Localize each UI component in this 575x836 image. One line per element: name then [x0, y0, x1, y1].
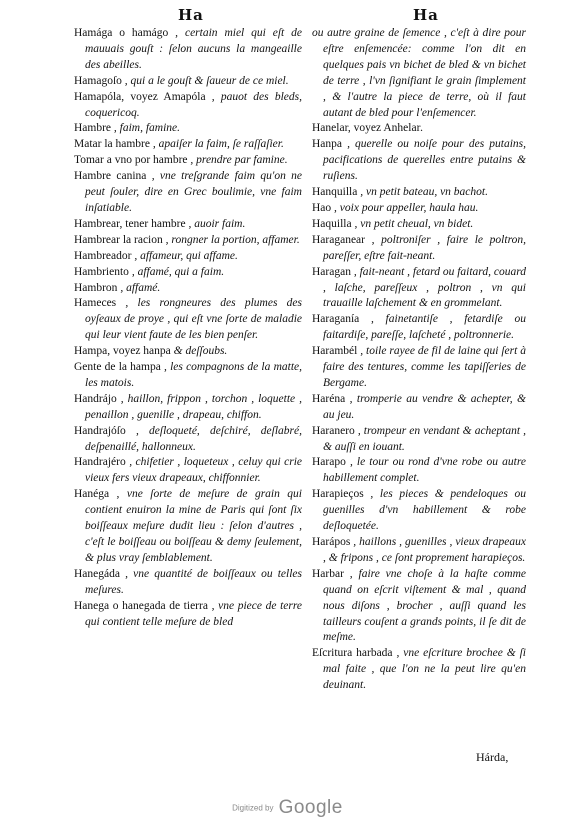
- dictionary-entry: [312, 535, 526, 567]
- entry-definition: , affamé.: [117, 281, 161, 294]
- digitized-by-label: Digitized by: [232, 803, 274, 813]
- dictionary-entry: [74, 265, 302, 281]
- dictionary-entry: [74, 169, 302, 217]
- entry-definition: , vn petit bateau, vn bachot.: [357, 186, 488, 199]
- dictionary-entry: [74, 233, 302, 249]
- dictionary-entry: [74, 599, 302, 631]
- entry-definition: , fait-neant , fetard ou faitard, couard , laſche, pareſſeux , poltron , vn qui trauaille laſchement & en grommelant.: [323, 265, 526, 310]
- dictionary-entry: [74, 121, 302, 137]
- entry-headword: Hambre: [74, 122, 112, 135]
- entry-definition: , fainetantiſe , fetardiſe ou faitardiſe, pareſſe, laſcheté , poltronnerie.: [323, 313, 526, 342]
- entry-headword: Haranero: [312, 424, 355, 437]
- entry-headword: Hambron: [74, 281, 118, 294]
- running-head-right: Ha: [413, 6, 439, 24]
- entry-headword: Hanegáda: [74, 567, 120, 580]
- entry-headword: Handrajéro: [74, 456, 126, 469]
- entry-headword: Harbar: [312, 567, 344, 580]
- dictionary-entry: [74, 74, 302, 90]
- entry-definition: , vn petit cheual, vn bidet.: [351, 217, 474, 230]
- dictionary-entry: [312, 487, 526, 535]
- entry-definition: , trompeur en vendant & acheptant , & auſſi en iouant.: [323, 424, 526, 453]
- entry-headword: Eſcritura harbada: [312, 647, 393, 660]
- dictionary-entry: [312, 217, 526, 233]
- entry-definition: , voix pour appeller, haula hau.: [331, 201, 479, 214]
- entry-headword: Haragan: [312, 265, 351, 278]
- entry-headword: Gente de la hampa: [74, 361, 161, 374]
- dictionary-entry: [74, 296, 302, 344]
- entry-headword: Hampa, voyez hanpa: [74, 345, 171, 358]
- entry-headword: Hao: [312, 201, 332, 214]
- entry-definition: , pauot des bleds, coquericoq.: [85, 90, 302, 119]
- dictionary-entry: [74, 392, 302, 424]
- entry-definition: .: [420, 122, 424, 135]
- entry-definition: , les rongneures des plumes des oyſeaux de proye , qui eſt vne ſorte de maladie qui leur vient faute de les bien penſer.: [85, 297, 302, 342]
- dictionary-entry: [312, 344, 526, 392]
- entry-definition: , prendre par famine.: [187, 154, 288, 167]
- entry-definition: , les pieces & pendeloques ou guenilles d'vn habillement & robe deſloquetée.: [323, 488, 526, 533]
- entry-headword: Hanquilla: [312, 186, 358, 199]
- entry-headword: Hamága o hamágo: [74, 27, 169, 39]
- entry-headword: Hambreador: [74, 249, 132, 262]
- entry-definition: , vne quantité de boiſſeaux ou telles meſures.: [85, 567, 302, 596]
- entry-definition: , toile rayee de fil de laine qui ſert à faire des tentures, comme les tapiſſeries de Bergame.: [323, 345, 526, 389]
- entry-definition: , auoir faim.: [185, 217, 246, 230]
- entry-definition: , tromperie au vendre & achepter, & au jeu.: [323, 392, 526, 421]
- entry-definition: , querelle ou noiſe pour des putains, pacifications de querelles entre putains & ruſiens.: [323, 138, 526, 183]
- entry-definition: , faim, famine.: [111, 122, 181, 135]
- entry-headword: Hambre canina: [74, 170, 147, 183]
- entry-headword: Harapieços: [312, 488, 364, 501]
- dictionary-entry: [312, 312, 526, 344]
- entry-definition: , chifetier , loqueteux , celuy qui crie vieux fers vieux drapeaux, chiffonnier.: [85, 456, 302, 485]
- dictionary-entry: [312, 185, 526, 201]
- entry-headword: Haraganía: [312, 313, 360, 326]
- entry-headword: Hambrear, tener hambre: [74, 217, 186, 230]
- dictionary-entry: [74, 455, 302, 487]
- entry-headword: Hamapóla, voyez Amapóla: [74, 90, 206, 103]
- entry-definition: , apaiſer la faim, ſe raſſaſier.: [150, 138, 284, 151]
- dictionary-entry: [312, 201, 526, 217]
- entry-definition: , deſloqueté, deſchiré, deſlabré, deſpenaillé, hallonneux.: [85, 424, 302, 453]
- entry-headword: Harápos: [312, 536, 351, 548]
- entry-definition: , faire vne choſe à la haſte comme quand on eſcrit viſtement & mal , quand nous diſons , brocher , auſſi quand les tailleurs couſent a grands points, il ſe dit de meſme.: [323, 567, 526, 644]
- entry-definition: , affamé, qui a faim.: [128, 265, 225, 278]
- dictionary-entry: [312, 233, 526, 265]
- entry-definition: & deſſoubs.: [170, 345, 228, 358]
- entry-definition: , poltroniſer , faire le poltron, pareſſer, eſtre fait-neant.: [323, 233, 526, 262]
- entry-headword: Hanpa: [312, 138, 343, 151]
- entry-definition: , vne treſgrande faim qu'on ne peut ſouler, dire en Grec boulimie, vne faim inſatiable.: [85, 170, 303, 214]
- dictionary-entry: [74, 249, 302, 265]
- entry-headword: Handrájo: [74, 392, 117, 405]
- dictionary-entry: [74, 137, 302, 153]
- google-logo: Google: [278, 797, 343, 818]
- dictionary-entry: [74, 424, 302, 456]
- dictionary-entry: [312, 26, 526, 121]
- entry-definition: , certain miel qui eſt de mauuais gouſt : ſelon aucuns la mangeaille des abeilles.: [85, 27, 302, 71]
- dictionary-entry: [312, 455, 526, 487]
- entry-headword: Tomar a vno por hambre: [74, 154, 188, 167]
- entry-headword: Hambrear la racion: [74, 233, 163, 246]
- dictionary-entry: [312, 424, 526, 456]
- dictionary-entry: [74, 217, 302, 233]
- running-head-left: Ha: [178, 6, 204, 24]
- entry-headword: Harambél: [312, 345, 358, 358]
- dictionary-entry: [312, 646, 526, 694]
- entry-definition: , haillons , guenilles , vieux drapeaux , & fripons , ce ſont proprement harapieços.: [323, 536, 526, 564]
- dictionary-entry: [74, 90, 302, 122]
- entry-headword: Hanéga: [74, 488, 110, 501]
- entry-headword: Haréna: [312, 392, 346, 405]
- entry-headword: Hanega o hanegada de tierra: [74, 599, 208, 612]
- dictionary-entry: [74, 26, 302, 74]
- dictionary-entry: [74, 567, 302, 599]
- right-column: [312, 26, 526, 694]
- left-column: [74, 26, 302, 630]
- catchword: Hárda,: [476, 750, 509, 764]
- entry-headword: Haraganear: [312, 233, 365, 246]
- entry-definition: , vne ſorte de meſure de grain qui contient enuiron la mine de Paris qui ſont ſix boiſſeaux meſure dudit lieu : ſelon d'autres , c'eſt le boiſſeau ou boiſſeau & demy ſeulement, & plus vray ſemblablement.: [85, 488, 302, 564]
- entry-definition: , le tour ou rond d'vne robe ou autre habillement complet.: [323, 456, 526, 485]
- dictionary-entry: [312, 392, 526, 424]
- dictionary-entry: [74, 281, 302, 297]
- entry-definition: , les compagnons de la matte, les matois.: [85, 361, 302, 389]
- entry-headword: Hanelar, voyez Anhelar: [312, 122, 421, 135]
- dictionary-entry: [312, 567, 526, 647]
- entry-definition: , qui a le gouſt & ſaueur de ce miel.: [121, 74, 289, 87]
- dictionary-entry: [74, 487, 302, 567]
- entry-headword: Hameces: [74, 297, 117, 310]
- entry-headword: Hamagoſo: [74, 74, 122, 87]
- digitized-footer: [0, 797, 575, 819]
- dictionary-entry: [74, 360, 302, 392]
- entry-definition: , rongner la portion, affamer.: [162, 233, 300, 246]
- entry-definition: , haillon, frippon , torchon , loquette , penaillon , guenille , drapeau, chiffon.: [85, 392, 302, 421]
- entry-headword: Hambriento: [74, 265, 129, 278]
- dictionary-entry: [74, 344, 302, 360]
- entry-definition: , affameur, qui affame.: [131, 249, 238, 262]
- dictionary-entry: [312, 265, 526, 313]
- entry-headword: Haquilla: [312, 217, 352, 230]
- entry-headword: Harapo: [312, 456, 346, 469]
- entry-definition: , vne eſcriture brochee & ſi mal faite , que l'on ne la peut lire qu'en deuinant.: [323, 647, 527, 692]
- entry-definition: , vne piece de terre qui contient telle meſure de bled: [85, 599, 303, 628]
- entry-headword: Handrajóſo: [74, 424, 126, 437]
- entry-headword: Matar la hambre: [74, 138, 150, 151]
- dictionary-entry: [312, 121, 526, 137]
- entry-definition: ou autre graine de ſemence , c'eſt à dire pour eſtre enſemencée: comme l'on dit en quelques pais vn bichet de bled & vn bichet de terre , l'vn ſignifiant le grain ſimplement , & l'autre la piece de terre, où il faut autant de bled pour l'enſemencer.: [312, 27, 526, 119]
- dictionary-entry: [74, 153, 302, 169]
- dictionary-entry: [312, 137, 526, 185]
